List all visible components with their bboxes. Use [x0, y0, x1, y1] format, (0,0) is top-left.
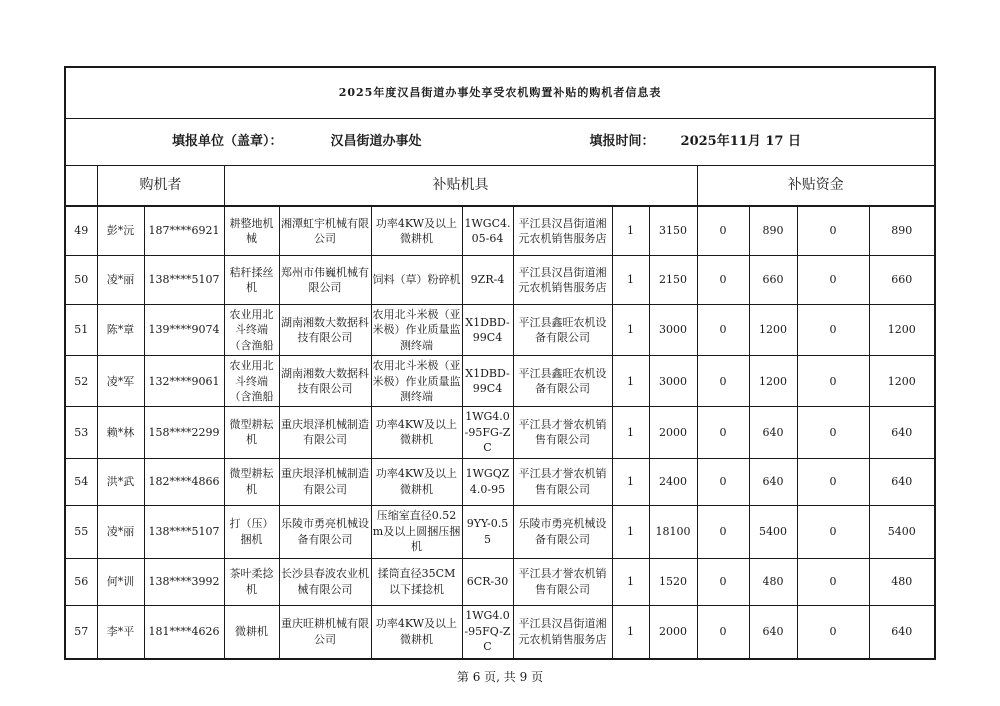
reporting-unit-value: 汉昌街道办事处	[330, 133, 422, 149]
quantity: 1	[612, 505, 649, 558]
subsidy-col2: 1200	[749, 305, 797, 356]
quantity: 1	[612, 558, 649, 605]
subsidy-col4: 1200	[869, 305, 935, 356]
header-buyer: 购机者	[97, 166, 224, 207]
model-number: 1WG4.0-95FG-ZC	[462, 407, 513, 458]
price: 3000	[649, 305, 697, 356]
header-machine: 补贴机具	[224, 166, 697, 207]
row-number: 55	[65, 505, 97, 558]
table-row	[65, 206, 935, 256]
buyer-phone: 182****4866	[144, 458, 224, 505]
table-row	[65, 558, 935, 605]
model-number: X1DBD-99C4	[462, 356, 513, 407]
table-header-row	[65, 166, 935, 207]
subsidy-col1: 0	[697, 407, 749, 458]
buyer-phone: 138****5107	[144, 256, 224, 305]
manufacturer: 重庆垠泽机械制造有限公司	[279, 407, 371, 458]
quantity: 1	[612, 305, 649, 356]
model-number: 1WGC4.05-64	[462, 206, 513, 256]
subsidy-col2: 890	[749, 206, 797, 256]
model-number: 1WG4.0-95FQ-ZC	[462, 605, 513, 659]
table-row	[65, 407, 935, 458]
model-number: X1DBD-99C4	[462, 305, 513, 356]
product-name: 功率4KW及以上微耕机	[371, 458, 462, 505]
machine-type: 微型耕耘机	[224, 407, 279, 458]
row-number: 53	[65, 407, 97, 458]
subsidy-col1: 0	[697, 505, 749, 558]
machine-type: 农业用北斗终端（含渔船	[224, 305, 279, 356]
page-title: 2025年度汉昌街道办事处享受农机购置补贴的购机者信息表	[65, 67, 935, 119]
machine-type: 农业用北斗终端（含渔船	[224, 356, 279, 407]
subsidy-col1: 0	[697, 305, 749, 356]
machine-type: 打（压）捆机	[224, 505, 279, 558]
subsidy-col2: 1200	[749, 356, 797, 407]
buyer-name: 洪*武	[97, 458, 144, 505]
subsidy-col3: 0	[797, 505, 869, 558]
subsidy-col4: 640	[869, 458, 935, 505]
subsidy-col2: 660	[749, 256, 797, 305]
manufacturer: 重庆旺耕机械有限公司	[279, 605, 371, 659]
buyer-phone: 187****6921	[144, 206, 224, 256]
reporting-time-value: 2025年11月 17 日	[680, 133, 801, 149]
row-number: 51	[65, 305, 97, 356]
subsidy-col1: 0	[697, 458, 749, 505]
product-name: 农用北斗米极（亚米极）作业质量监测终端	[371, 305, 462, 356]
dealer-name: 乐陵市勇亮机械设备有限公司	[513, 505, 612, 558]
manufacturer: 长沙县春波农业机械有限公司	[279, 558, 371, 605]
subsidy-col3: 0	[797, 256, 869, 305]
subsidy-col4: 5400	[869, 505, 935, 558]
row-number: 54	[65, 458, 97, 505]
machine-type: 微型耕耘机	[224, 458, 279, 505]
subsidy-col4: 640	[869, 407, 935, 458]
subsidy-col2: 640	[749, 458, 797, 505]
subsidy-col2: 640	[749, 407, 797, 458]
table-row	[65, 458, 935, 505]
dealer-name: 平江县才誉农机销售有限公司	[513, 407, 612, 458]
buyer-name: 凌*丽	[97, 256, 144, 305]
table-row	[65, 356, 935, 407]
subsidy-col3: 0	[797, 458, 869, 505]
subsidy-col2: 480	[749, 558, 797, 605]
subsidy-col3: 0	[797, 605, 869, 659]
machine-type: 茶叶柔捻机	[224, 558, 279, 605]
product-name: 功率4KW及以上微耕机	[371, 605, 462, 659]
manufacturer: 重庆垠泽机械制造有限公司	[279, 458, 371, 505]
subsidy-col3: 0	[797, 407, 869, 458]
product-name: 饲料（草）粉碎机	[371, 256, 462, 305]
buyer-phone: 138****5107	[144, 505, 224, 558]
price: 2150	[649, 256, 697, 305]
price: 2400	[649, 458, 697, 505]
subsidy-col4: 640	[869, 605, 935, 659]
row-number: 49	[65, 206, 97, 256]
subsidy-col1: 0	[697, 256, 749, 305]
table-row	[65, 305, 935, 356]
buyer-name: 赖*林	[97, 407, 144, 458]
table-row	[65, 605, 935, 659]
row-number: 50	[65, 256, 97, 305]
buyer-name: 李*平	[97, 605, 144, 659]
subsidy-col1: 0	[697, 605, 749, 659]
row-number: 56	[65, 558, 97, 605]
dealer-name: 平江县汉昌街道湘元农机销售服务店	[513, 605, 612, 659]
reporting-unit-label: 填报单位（盖章）：	[172, 133, 283, 149]
dealer-name: 平江县才誉农机销售有限公司	[513, 558, 612, 605]
title-row	[65, 67, 935, 119]
buyer-phone: 132****9061	[144, 356, 224, 407]
product-name: 压缩室直径0.52m及以上圆捆压捆机	[371, 505, 462, 558]
manufacturer: 乐陵市勇亮机械设备有限公司	[279, 505, 371, 558]
price: 2000	[649, 605, 697, 659]
buyer-name: 陈*章	[97, 305, 144, 356]
subsidy-col2: 640	[749, 605, 797, 659]
machine-type: 微耕机	[224, 605, 279, 659]
subsidy-col3: 0	[797, 356, 869, 407]
subsidy-col4: 660	[869, 256, 935, 305]
subsidy-col1: 0	[697, 356, 749, 407]
subsidy-col4: 480	[869, 558, 935, 605]
buyer-phone: 139****9074	[144, 305, 224, 356]
header-funds: 补贴资金	[697, 166, 935, 207]
subsidy-col2: 5400	[749, 505, 797, 558]
model-number: 9ZR-4	[462, 256, 513, 305]
quantity: 1	[612, 605, 649, 659]
machine-type: 秸秆揉丝机	[224, 256, 279, 305]
subsidy-col3: 0	[797, 305, 869, 356]
price: 3000	[649, 356, 697, 407]
product-name: 功率4KW及以上微耕机	[371, 206, 462, 256]
buyer-phone: 158****2299	[144, 407, 224, 458]
dealer-name: 平江县鑫旺农机设备有限公司	[513, 356, 612, 407]
header-empty-cell	[65, 166, 97, 207]
product-name: 揉筒直径35CM以下揉捻机	[371, 558, 462, 605]
manufacturer: 郑州市伟巍机械有限公司	[279, 256, 371, 305]
info-row	[65, 119, 935, 166]
buyer-name: 何*训	[97, 558, 144, 605]
quantity: 1	[612, 458, 649, 505]
buyer-name: 凌*军	[97, 356, 144, 407]
manufacturer: 湖南湘数大数据科技有限公司	[279, 356, 371, 407]
reporting-time-label: 填报时间：	[589, 133, 655, 149]
subsidy-col4: 890	[869, 206, 935, 256]
model-number: 6CR-30	[462, 558, 513, 605]
model-number: 1WGQZ4.0-95	[462, 458, 513, 505]
manufacturer: 湘潭虹宇机械有限公司	[279, 206, 371, 256]
product-name: 农用北斗米极（亚米极）作业质量监测终端	[371, 356, 462, 407]
subsidy-col3: 0	[797, 558, 869, 605]
price: 1520	[649, 558, 697, 605]
subsidy-col3: 0	[797, 206, 869, 256]
table-row	[65, 256, 935, 305]
quantity: 1	[612, 206, 649, 256]
subsidy-col4: 1200	[869, 356, 935, 407]
buyer-name: 凌*丽	[97, 505, 144, 558]
manufacturer: 湖南湘数大数据科技有限公司	[279, 305, 371, 356]
dealer-name: 平江县汉昌街道湘元农机销售服务店	[513, 206, 612, 256]
page-number-footer: 第 6 页, 共 9 页	[456, 670, 544, 684]
dealer-name: 平江县才誉农机销售有限公司	[513, 458, 612, 505]
product-name: 功率4KW及以上微耕机	[371, 407, 462, 458]
subsidy-col1: 0	[697, 558, 749, 605]
dealer-name: 平江县汉昌街道湘元农机销售服务店	[513, 256, 612, 305]
price: 2000	[649, 407, 697, 458]
table-row	[65, 505, 935, 558]
quantity: 1	[612, 256, 649, 305]
buyer-phone: 181****4626	[144, 605, 224, 659]
info-cell	[65, 119, 935, 166]
subsidy-report-table	[64, 66, 936, 660]
buyer-phone: 138****3992	[144, 558, 224, 605]
buyer-name: 彭*沅	[97, 206, 144, 256]
dealer-name: 平江县鑫旺农机设备有限公司	[513, 305, 612, 356]
row-number: 57	[65, 605, 97, 659]
subsidy-col1: 0	[697, 206, 749, 256]
price: 18100	[649, 505, 697, 558]
quantity: 1	[612, 356, 649, 407]
quantity: 1	[612, 407, 649, 458]
row-number: 52	[65, 356, 97, 407]
price: 3150	[649, 206, 697, 256]
model-number: 9YY-0.55	[462, 505, 513, 558]
machine-type: 耕整地机械	[224, 206, 279, 256]
